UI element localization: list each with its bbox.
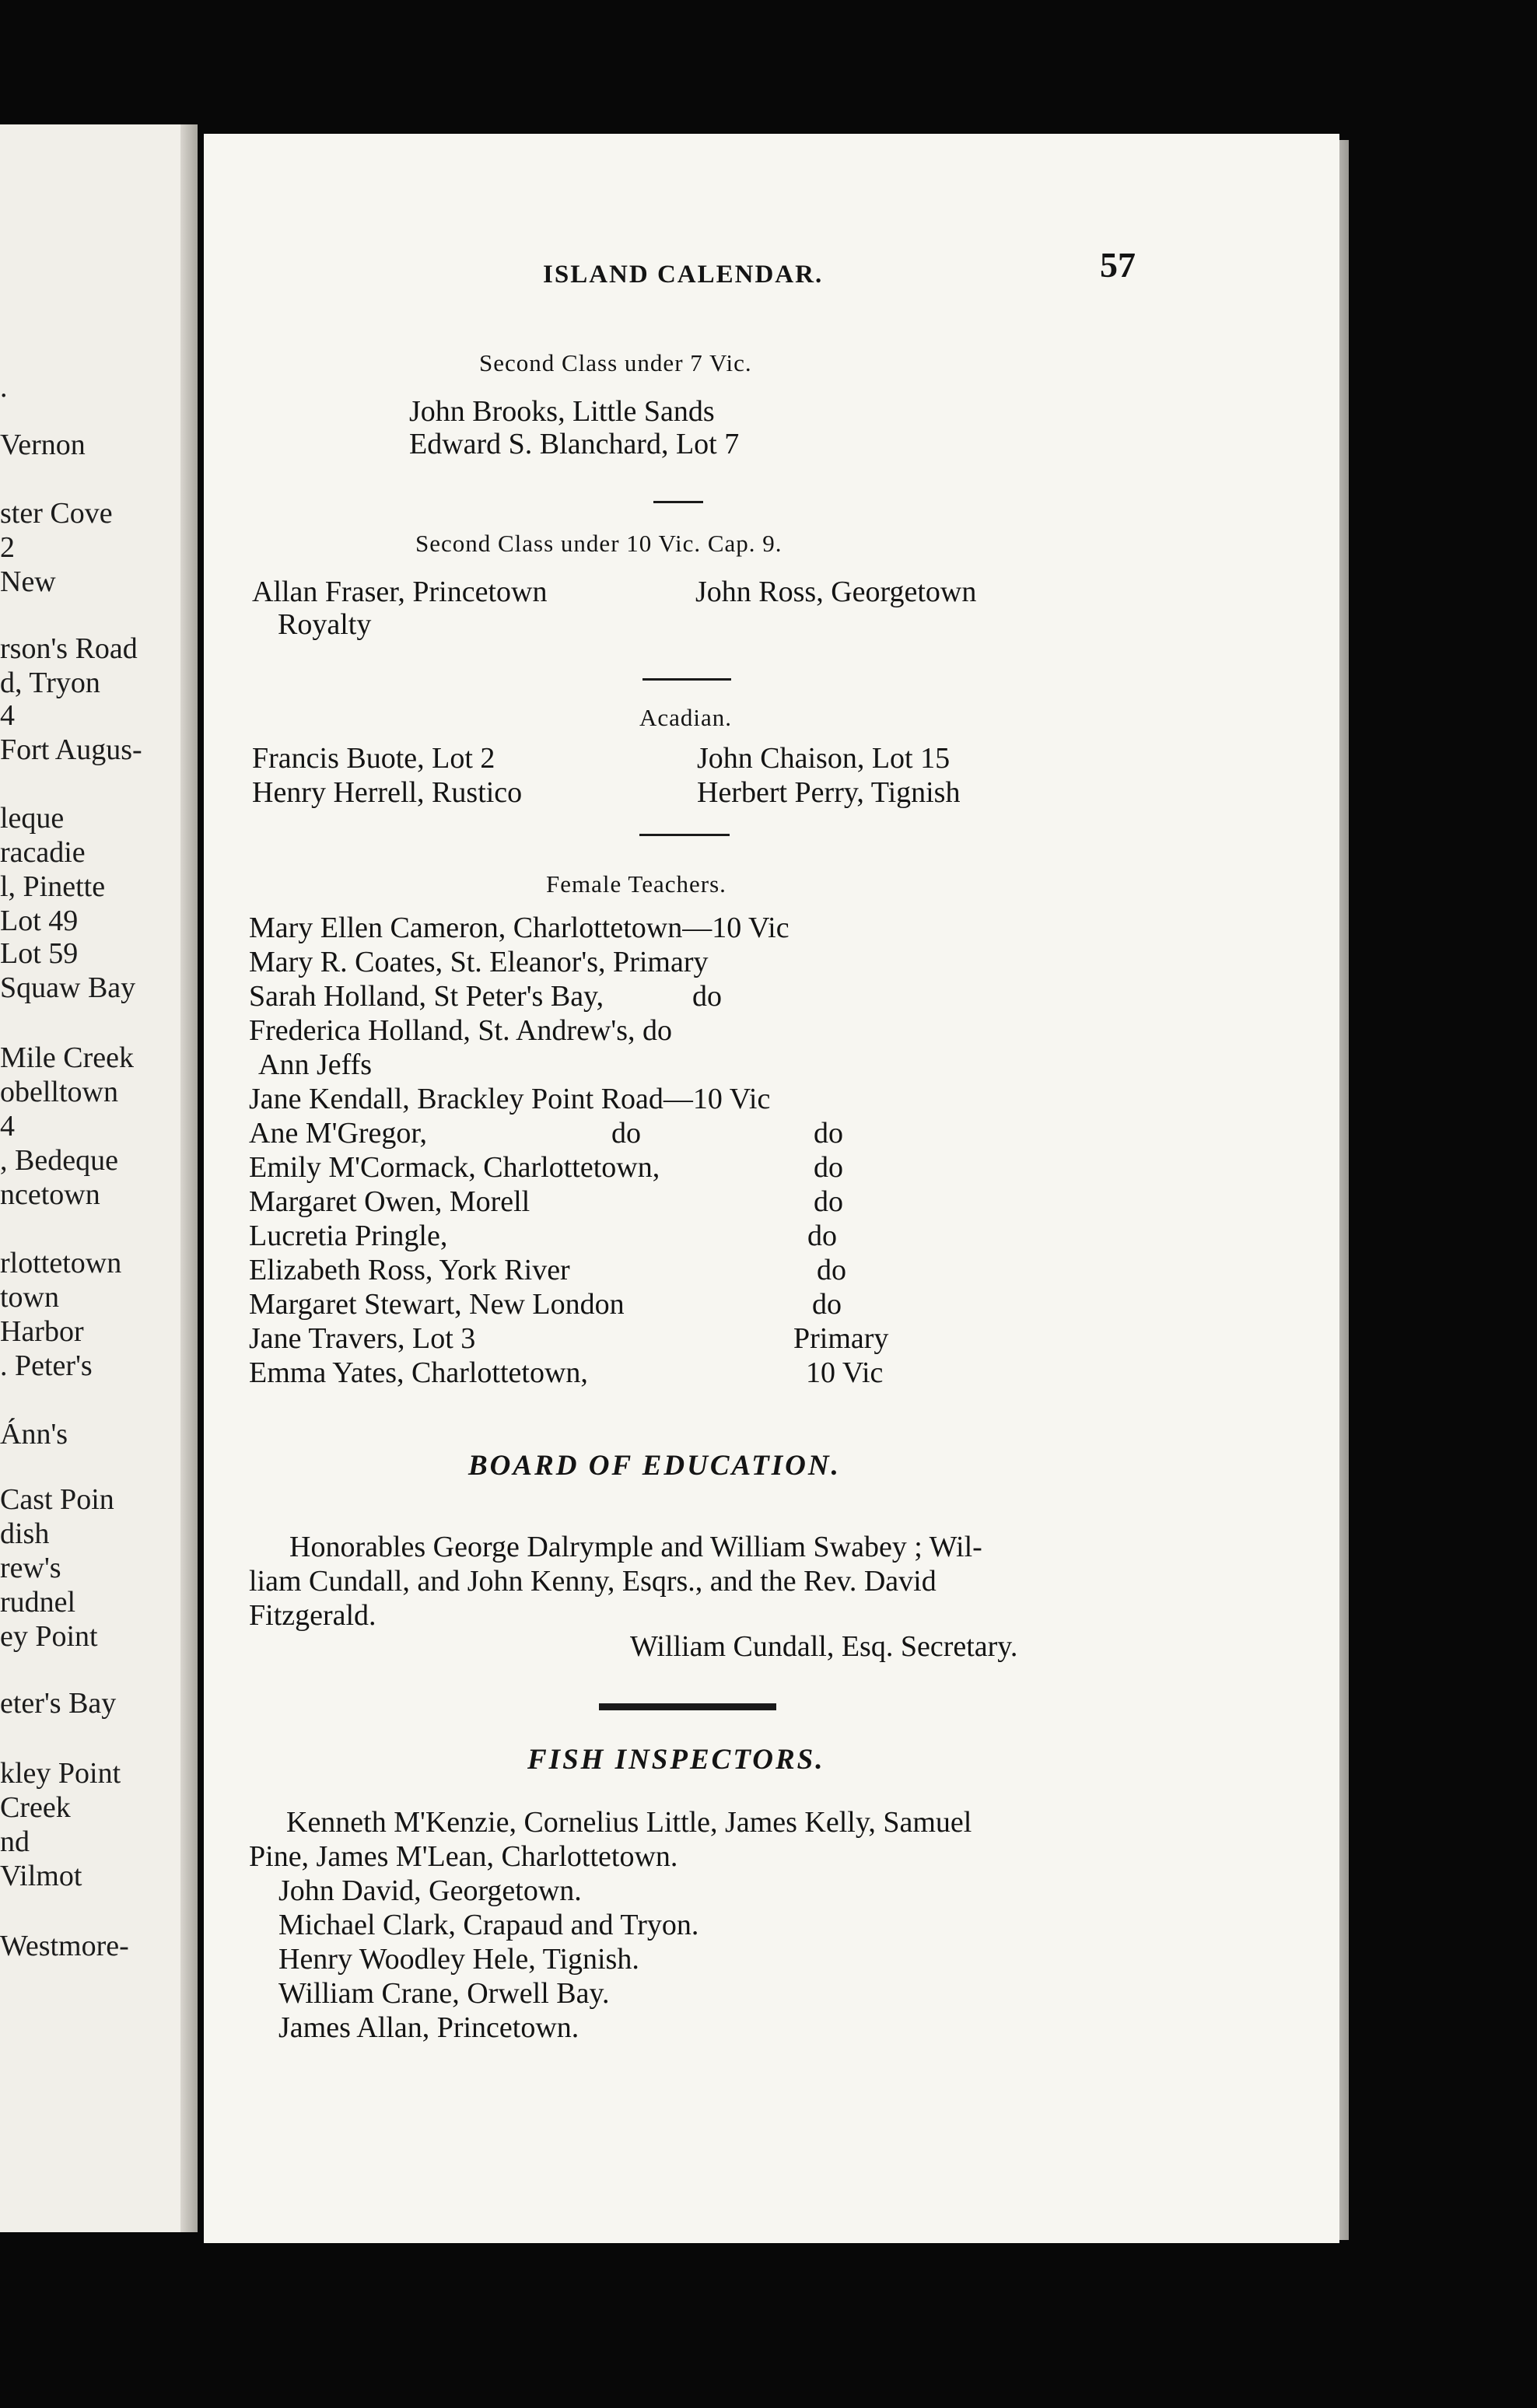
left-page-line: l, Pinette — [0, 870, 106, 903]
entry-line: John Chaison, Lot 15 — [697, 742, 951, 775]
left-page-line: Creek — [0, 1791, 71, 1824]
teacher-entry: Emma Yates, Charlottetown, — [249, 1356, 588, 1389]
fish-text-line: John David, Georgetown. — [278, 1874, 582, 1907]
entry-line: Edward S. Blanchard, Lot 7 — [409, 428, 740, 460]
teacher-note: do — [611, 1117, 641, 1150]
left-page-line: Fort Augus- — [0, 733, 142, 766]
left-page-line: kley Point — [0, 1757, 121, 1790]
page-number: 57 — [1100, 245, 1136, 285]
left-page-line: rson's Road — [0, 632, 138, 665]
teacher-note: do — [812, 1288, 842, 1321]
left-page-line: nd — [0, 1825, 30, 1858]
left-page-line: leque — [0, 802, 65, 835]
page-gutter — [180, 124, 198, 2232]
entry-line: John Brooks, Little Sands — [409, 395, 715, 428]
left-page-line: d, Tryon — [0, 667, 100, 699]
board-text-line: Fitzgerald. — [249, 1599, 376, 1632]
left-page-line: Ánn's — [0, 1418, 68, 1451]
left-page-line: Mile Creek — [0, 1041, 135, 1074]
divider — [653, 501, 703, 503]
teacher-note: do — [814, 1151, 843, 1184]
section-heading: Female Teachers. — [546, 870, 726, 898]
right-page — [204, 134, 1339, 2243]
entry-line: Allan Fraser, Princetown — [252, 576, 548, 608]
teacher-entry: Jane Travers, Lot 3 — [249, 1322, 476, 1355]
left-page-line: racadie — [0, 836, 86, 869]
entry-line: Francis Buote, Lot 2 — [252, 742, 495, 775]
teacher-entry: Lucretia Pringle, — [249, 1220, 448, 1252]
teacher-entry: Elizabeth Ross, York River — [249, 1254, 570, 1286]
left-page-line: Lot 49 — [0, 905, 79, 937]
entry-line: Royalty — [278, 608, 372, 641]
teacher-note: do — [692, 980, 722, 1013]
section-heading: Second Class under 10 Vic. Cap. 9. — [415, 530, 783, 557]
section-heading: BOARD OF EDUCATION. — [468, 1450, 841, 1482]
left-page-line: New — [0, 565, 56, 598]
divider — [599, 1703, 776, 1710]
teacher-entry: Mary R. Coates, St. Eleanor's, Primary — [249, 946, 709, 978]
running-title: ISLAND CALENDAR. — [543, 261, 824, 289]
section-heading: Second Class under 7 Vic. — [479, 349, 752, 376]
fish-text-line: James Allan, Princetown. — [278, 2011, 579, 2044]
left-page-line: rlottetown — [0, 1247, 122, 1279]
left-page-line: . — [0, 371, 8, 404]
left-page-line: obelltown — [0, 1076, 118, 1108]
board-text-line: Honorables George Dalrymple and William Swabey ; Wil- — [289, 1531, 982, 1563]
teacher-entry: Margaret Stewart, New London — [249, 1288, 625, 1321]
left-page-line: Westmore- — [0, 1930, 129, 1962]
teacher-entry: Jane Kendall, Brackley Point Road—10 Vic — [249, 1083, 771, 1115]
entry-line: John Ross, Georgetown — [695, 576, 977, 608]
left-page-line: rew's — [0, 1552, 61, 1584]
board-secretary: William Cundall, Esq. Secretary. — [630, 1630, 1018, 1663]
left-page-line: Squaw Bay — [0, 971, 136, 1004]
teacher-entry: Mary Ellen Cameron, Charlottetown—10 Vic — [249, 912, 790, 944]
fish-text-line: Michael Clark, Crapaud and Tryon. — [278, 1909, 699, 1941]
teacher-entry: Ane M'Gregor, — [249, 1117, 428, 1150]
left-facing-page — [0, 124, 194, 2232]
left-page-line: . Peter's — [0, 1349, 93, 1382]
teacher-entry: Emily M'Cormack, Charlottetown, — [249, 1151, 660, 1184]
entry-line: Henry Herrell, Rustico — [252, 776, 523, 809]
left-page-line: rudnel — [0, 1586, 76, 1619]
fish-text-line: William Crane, Orwell Bay. — [278, 1977, 610, 2010]
fish-text-line: Henry Woodley Hele, Tignish. — [278, 1943, 639, 1976]
teacher-note: 10 Vic — [806, 1356, 884, 1389]
divider — [642, 678, 731, 681]
teacher-entry: Frederica Holland, St. Andrew's, do — [249, 1014, 673, 1047]
left-page-line: Harbor — [0, 1315, 84, 1348]
teacher-note: do — [814, 1117, 843, 1150]
teacher-note: do — [814, 1185, 843, 1218]
teacher-note: do — [807, 1220, 837, 1252]
teacher-note: do — [817, 1254, 846, 1286]
left-page-line: ncetown — [0, 1178, 100, 1211]
divider — [639, 834, 730, 836]
left-page-line: Cast Poin — [0, 1483, 114, 1516]
entry-line: Herbert Perry, Tignish — [697, 776, 961, 809]
fish-text-line: Pine, James M'Lean, Charlottetown. — [249, 1840, 678, 1873]
teacher-entry: Sarah Holland, St Peter's Bay, — [249, 980, 604, 1013]
teacher-entry: Ann Jeffs — [258, 1048, 373, 1081]
left-page-line: town — [0, 1281, 59, 1314]
section-heading: FISH INSPECTORS. — [527, 1744, 825, 1776]
left-page-line: eter's Bay — [0, 1687, 117, 1720]
left-page-line: 4 — [0, 1110, 15, 1143]
teacher-note: Primary — [793, 1322, 889, 1355]
section-heading: Acadian. — [639, 704, 733, 731]
left-page-line: ster Cove — [0, 497, 113, 530]
left-page-line: , Bedeque — [0, 1144, 118, 1177]
left-page-line: 2 — [0, 531, 15, 564]
left-page-line: Vernon — [0, 429, 86, 461]
left-page-line: Lot 59 — [0, 937, 79, 970]
teacher-entry: Margaret Owen, Morell — [249, 1185, 530, 1218]
fish-text-line: Kenneth M'Kenzie, Cornelius Little, James Kelly, Samuel — [286, 1806, 972, 1839]
left-page-line: 4 — [0, 699, 15, 732]
left-page-line: dish — [0, 1517, 50, 1550]
left-page-line: ey Point — [0, 1620, 98, 1653]
left-page-line: Vilmot — [0, 1860, 82, 1892]
board-text-line: liam Cundall, and John Kenny, Esqrs., and the Rev. David — [249, 1565, 937, 1598]
